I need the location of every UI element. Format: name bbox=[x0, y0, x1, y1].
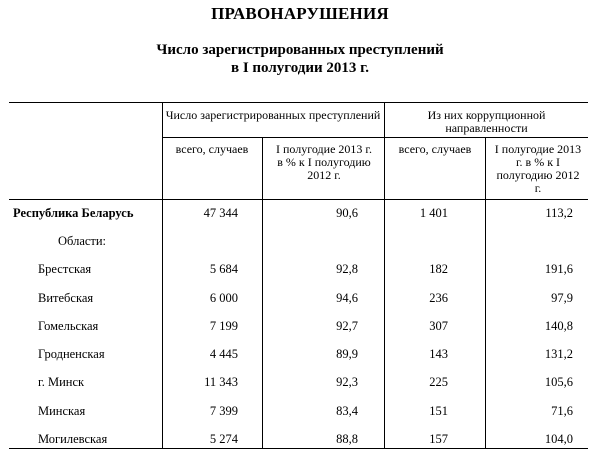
cell-corruption-percent: 105,6 bbox=[544, 375, 573, 389]
table-top-rule bbox=[9, 102, 588, 103]
cell-corruption-percent: 97,9 bbox=[551, 291, 573, 305]
row-label: Области: bbox=[58, 234, 107, 248]
cell-total-cases: 7 199 bbox=[209, 319, 238, 333]
cell-percent: 92,8 bbox=[336, 262, 358, 276]
cell-total-cases: 11 343 bbox=[204, 375, 238, 389]
row-label: Витебская bbox=[38, 291, 94, 305]
table-caption-line-2: в I полугодии 2013 г. bbox=[230, 60, 370, 76]
row-label: г. Минск bbox=[38, 375, 85, 389]
header-total-cases-1: всего, случаев bbox=[175, 142, 249, 156]
cell-corruption-cases: 143 bbox=[429, 347, 448, 361]
cell-corruption-percent: 104,0 bbox=[544, 432, 573, 446]
table-caption-line-1: Число зарегистрированных преступлений bbox=[156, 42, 444, 58]
header-group-registered-crimes: Число зарегистрированных преступлений bbox=[165, 108, 381, 122]
table-caption bbox=[0, 41, 600, 77]
cell-percent: 92,7 bbox=[336, 319, 358, 333]
cell-corruption-percent: 71,6 bbox=[551, 404, 573, 418]
cell-total-cases: 5 274 bbox=[209, 432, 238, 446]
header-group-corruption: Из них коррупционной направленности bbox=[427, 108, 546, 135]
cell-percent: 89,9 bbox=[336, 347, 358, 361]
cell-corruption-percent: 140,8 bbox=[544, 319, 573, 333]
cell-corruption-cases: 1 401 bbox=[419, 206, 448, 220]
cell-percent: 90,6 bbox=[336, 206, 358, 220]
cell-percent: 83,4 bbox=[336, 404, 358, 418]
cell-corruption-cases: 151 bbox=[429, 404, 448, 418]
page-title: ПРАВОНАРУШЕНИЯ bbox=[211, 4, 389, 23]
cell-total-cases: 5 684 bbox=[209, 262, 238, 276]
header-total-cases-2: всего, случаев bbox=[398, 142, 472, 156]
cell-corruption-cases: 307 bbox=[429, 319, 448, 333]
header-bottom-rule bbox=[9, 199, 588, 200]
cell-corruption-cases: 225 bbox=[429, 375, 448, 389]
header-rule bbox=[163, 137, 588, 138]
cell-percent: 94,6 bbox=[336, 291, 358, 305]
cell-total-cases: 47 344 bbox=[203, 206, 238, 220]
table-bottom-rule bbox=[9, 448, 588, 449]
cell-corruption-percent: 131,2 bbox=[544, 347, 573, 361]
row-label: Республика Беларусь bbox=[13, 206, 134, 220]
header-percent-1: I полугодие 2013 г. в % к I полугодию 2012 г. bbox=[276, 142, 372, 182]
cell-corruption-percent: 113,2 bbox=[545, 206, 573, 220]
cell-percent: 92,3 bbox=[336, 375, 358, 389]
header-percent-2: I полугодие 2013 г. в % к I полугодию 2012 г. bbox=[494, 142, 582, 195]
cell-corruption-cases: 236 bbox=[429, 291, 448, 305]
cell-total-cases: 6 000 bbox=[209, 291, 238, 305]
cell-total-cases: 7 399 bbox=[209, 404, 238, 418]
row-label: Брестская bbox=[38, 262, 92, 276]
cell-total-cases: 4 445 bbox=[209, 347, 238, 361]
row-label: Минская bbox=[38, 404, 86, 418]
row-label: Гомельская bbox=[38, 319, 99, 333]
row-label: Могилевская bbox=[38, 432, 108, 446]
cell-corruption-cases: 182 bbox=[429, 262, 448, 276]
row-label: Гродненская bbox=[38, 347, 105, 361]
cell-corruption-cases: 157 bbox=[429, 432, 448, 446]
cell-percent: 88,8 bbox=[336, 432, 358, 446]
cell-corruption-percent: 191,6 bbox=[544, 262, 573, 276]
